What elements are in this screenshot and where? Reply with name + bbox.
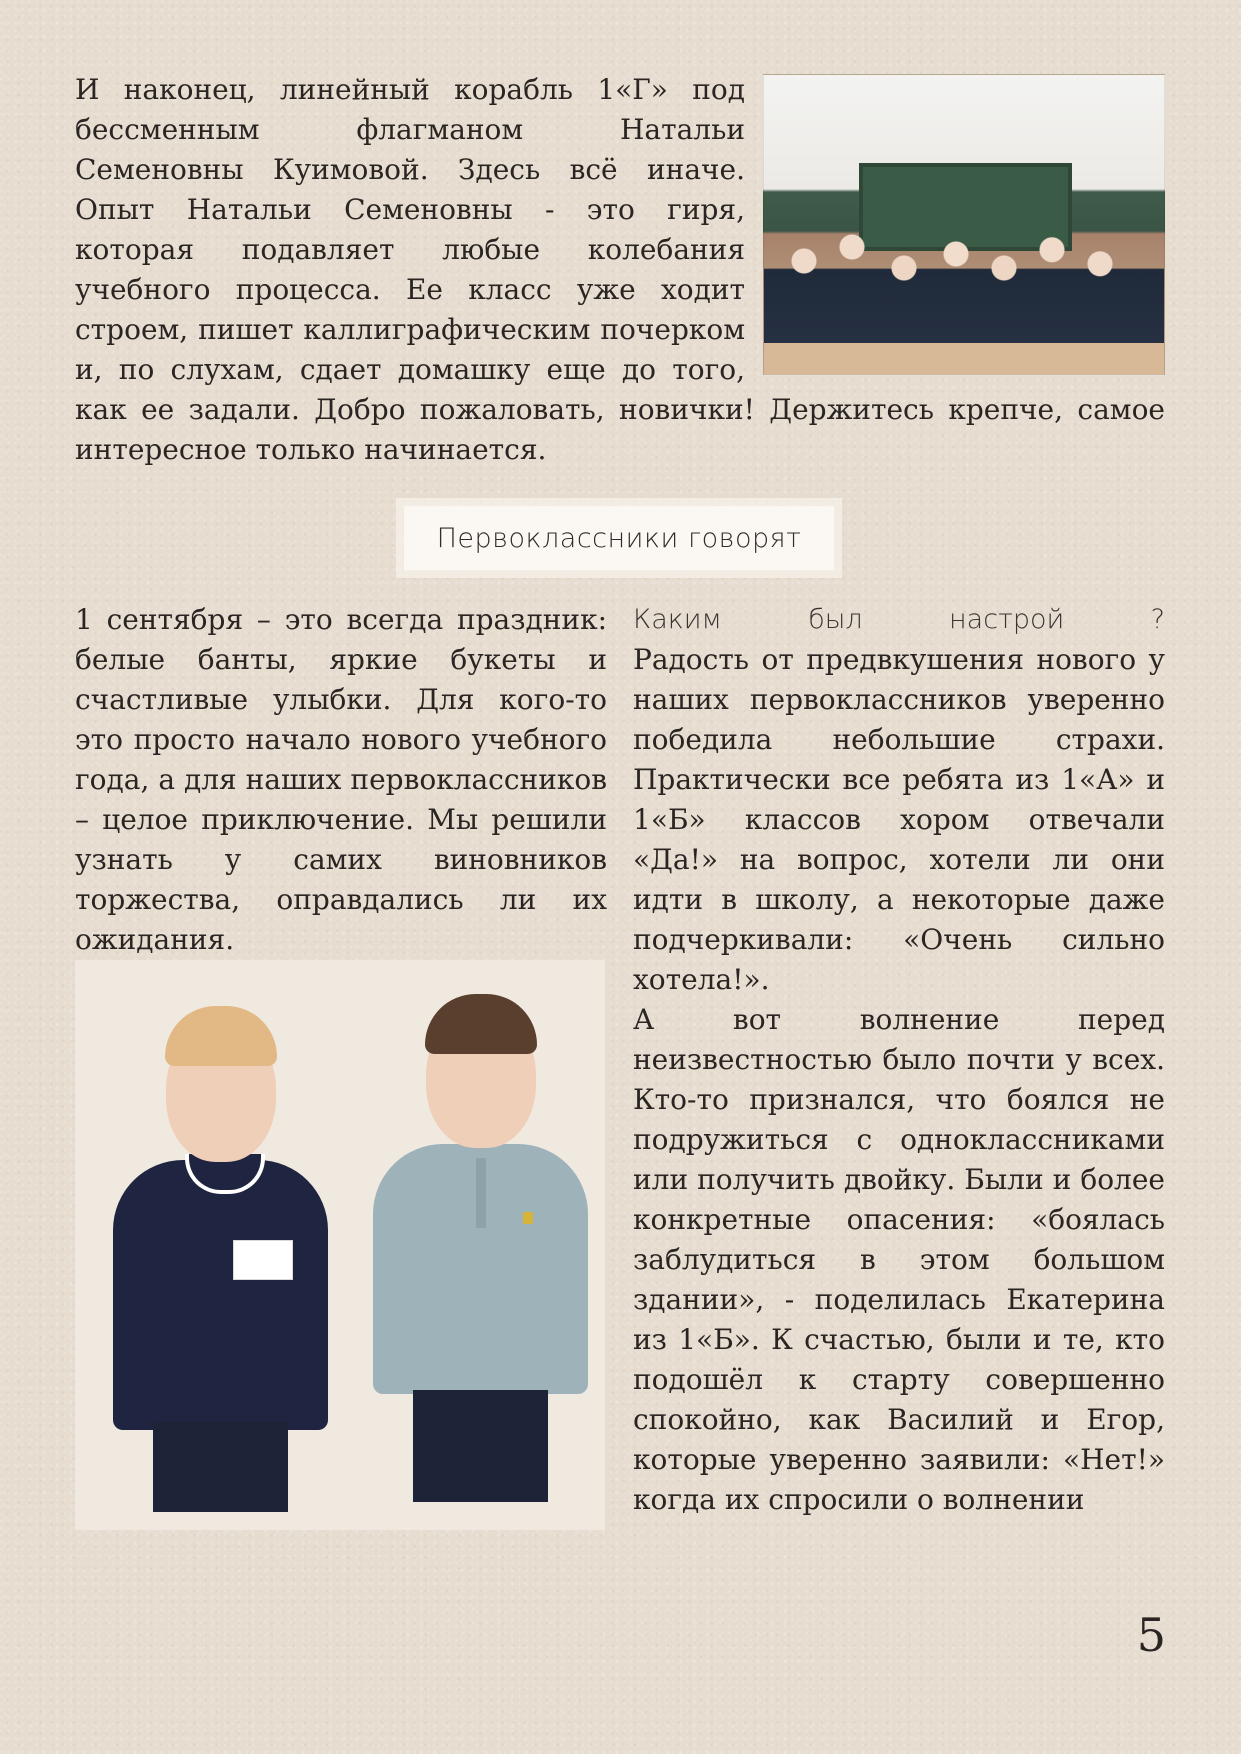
class-desks bbox=[764, 343, 1164, 375]
boy-trousers bbox=[153, 1422, 288, 1512]
right-column-paragraph-1: Радость от предвкушения нового у наших первоклассников уверенно победила небольшие страхи. Практически все ребята из 1«А» и 1«Б» классов хором отвечали «Да!» на вопрос, хотели ли они идти в школу, а некоторые даже подчеркивали: «Очень сильно хотела!». bbox=[633, 643, 1165, 996]
right-column-paragraph-2: А вот волнение перед неизвестностью было почти у всех. Кто-то признался, что боялся не подружиться с одноклассниками или получить двойку. Были и более конкретные опасения: «боялась заблудиться в этом большом здании», - поделилась Екатерина из 1«Б». К счастью, были и те, кто подошёл к старту совершенно спокойно, как Василий и Егор, которые уверенно заявили: «Нет!» когда их спросили о волнении bbox=[633, 1003, 1165, 1516]
left-column-paragraph: 1 сентября – это всегда праздник: белые банты, яркие букеты и счастливые улыбки. Для кого-то это просто начало нового учебного года, а для наших первоклассников – целое приключение. Мы решили узнать у самих виновников торжества, оправдались ли их ожидания. bbox=[75, 603, 607, 956]
boy-hair bbox=[425, 994, 537, 1054]
intro-paragraph: И наконец, линейный корабль 1«Г» под бессменным флагманом Натальи Семеновны Куимовой. Здесь всё иначе. Опыт Натальи Семеновны - это гиря, которая подавляет любые колебания учебного процесса. Ее класс уже ходит строем, пишет каллиграфическим почерком и, по слухам, сдает домашку еще до того, как ее задали. Добро пожаловать, новички! Держитесь крепче, самое интересное только начинается. bbox=[75, 73, 1165, 466]
question-heading: Каким был настрой ? bbox=[633, 604, 1165, 635]
right-column bbox=[633, 600, 1165, 1520]
class-photo bbox=[763, 74, 1165, 376]
boy-trousers bbox=[413, 1390, 548, 1502]
intro-article bbox=[75, 70, 1165, 470]
boy-hair bbox=[165, 1006, 277, 1066]
boy-in-sweater bbox=[113, 992, 328, 1502]
boy-in-polo bbox=[373, 982, 588, 1502]
section-title: Первоклассники говорят bbox=[404, 506, 834, 570]
polo-placket bbox=[476, 1158, 486, 1228]
first-graders-photo bbox=[75, 960, 605, 1530]
left-column bbox=[75, 600, 607, 960]
polo-logo bbox=[523, 1212, 533, 1224]
page-number: 5 bbox=[1136, 1608, 1166, 1662]
name-badge bbox=[233, 1240, 293, 1280]
boy-sweater bbox=[113, 1160, 328, 1430]
class-children bbox=[764, 205, 1164, 345]
